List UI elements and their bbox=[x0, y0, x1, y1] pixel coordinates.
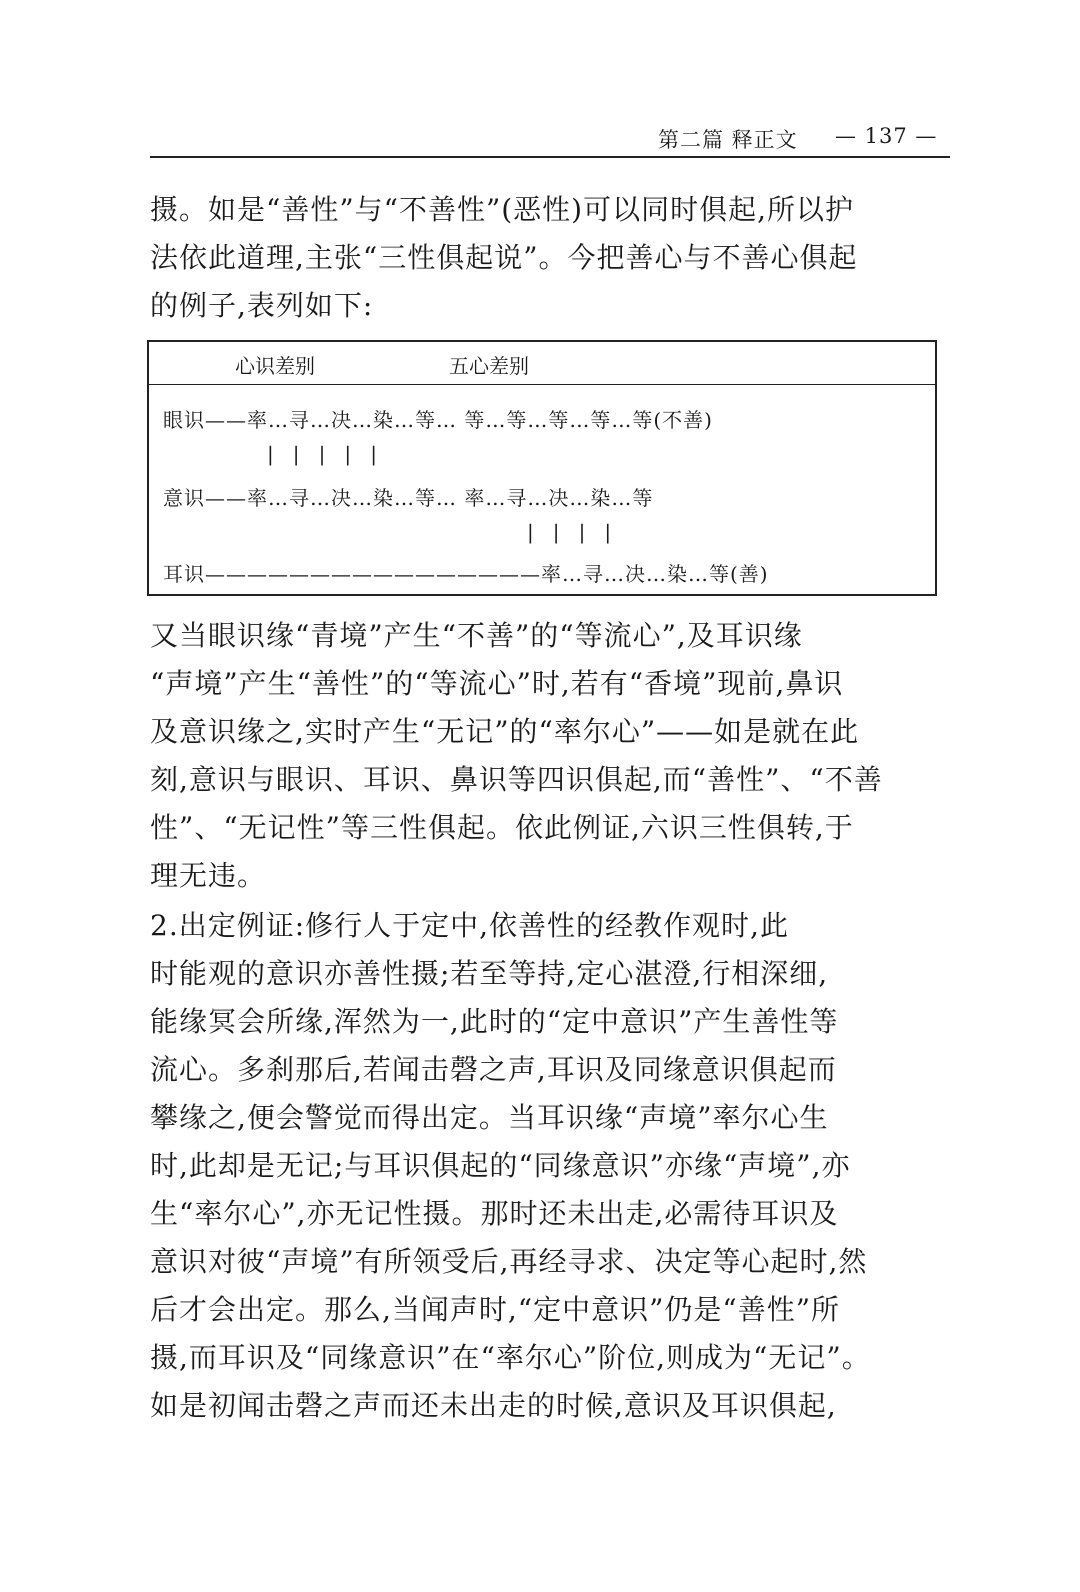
paragraph-line: 摄。如是“善性”与“不善性”(恶性)可以同时俱起,所以护 bbox=[150, 193, 855, 226]
paragraph-line: 又当眼识缘“青境”产生“不善”的“等流心”,及耳识缘 bbox=[150, 619, 803, 652]
table-row-mind: 意识——率…寻…决…染…等… 率…寻…决…染…等 bbox=[163, 486, 654, 510]
table-header-col2: 五心差别 bbox=[449, 354, 529, 378]
table-row-ear: 耳识————————————————率…寻…决…染…等(善) bbox=[163, 562, 769, 586]
table-connector-bars-2: | | | | bbox=[527, 520, 612, 544]
paragraph-line: 及意识缘之,实时产生“无记”的“率尔心”——如是就在此 bbox=[150, 715, 860, 748]
mind-table bbox=[147, 340, 937, 596]
paragraph-line: “声境”产生“善性”的“等流心”时,若有“香境”现前,鼻识 bbox=[150, 667, 844, 700]
paragraph-line: 生“率尔心”,亦无记性摄。那时还未出走,必需待耳识及 bbox=[150, 1197, 839, 1230]
table-header-col1: 心识差别 bbox=[235, 354, 315, 378]
paragraph-line: 攀缘之,便会警觉而得出定。当耳识缘“声境”率尔心生 bbox=[150, 1101, 829, 1134]
paragraph-line: 时,此却是无记;与耳识俱起的“同缘意识”亦缘“声境”,亦 bbox=[150, 1149, 851, 1182]
paragraph-line: 法依此道理,主张“三性俱起说”。今把善心与不善心俱起 bbox=[150, 241, 858, 274]
paragraph-1 bbox=[150, 186, 950, 330]
table-connector-bars-1: | | | | | bbox=[267, 442, 377, 466]
page-number: — 137 — bbox=[835, 124, 938, 148]
paragraph-line: 意识对彼“声境”有所领受后,再经寻求、决定等心起时,然 bbox=[150, 1245, 868, 1278]
paragraph-line: 后才会出定。那么,当闻声时,“定中意识”仍是“善性”所 bbox=[150, 1293, 841, 1326]
header-rule bbox=[150, 156, 950, 158]
header-title: 第二篇 释正文 bbox=[658, 128, 798, 152]
table-header-rule bbox=[149, 384, 935, 385]
running-header bbox=[640, 120, 940, 160]
paragraph-line: 理无违。 bbox=[150, 859, 267, 892]
paragraph-line: 的例子,表列如下: bbox=[150, 289, 374, 322]
table-row-eye: 眼识——率…寻…决…染…等… 等…等…等…等…等(不善) bbox=[163, 408, 713, 432]
paragraph-line: 摄,而耳识及“同缘意识”在“率尔心”阶位,则成为“无记”。 bbox=[150, 1341, 871, 1374]
paragraph-line: 刻,意识与眼识、耳识、鼻识等四识俱起,而“善性”、“不善 bbox=[150, 763, 883, 796]
paragraph-line: 如是初闻击磬之声而还未出走的时候,意识及耳识俱起, bbox=[150, 1389, 837, 1422]
paragraph-line: 能缘冥会所缘,浑然为一,此时的“定中意识”产生善性等 bbox=[150, 1005, 839, 1038]
paragraph-2 bbox=[150, 612, 950, 900]
paragraph-line: 时能观的意识亦善性摄;若至等持,定心湛澄,行相深细, bbox=[150, 957, 829, 990]
paragraph-line: 性”、“无记性”等三性俱起。依此例证,六识三性俱转,于 bbox=[150, 811, 854, 844]
paragraph-line: 流心。多刹那后,若闻击磬之声,耳识及同缘意识俱起而 bbox=[150, 1053, 837, 1086]
paragraph-line: 2.出定例证:修行人于定中,依善性的经教作观时,此 bbox=[150, 909, 789, 942]
paragraph-3 bbox=[150, 902, 950, 1430]
